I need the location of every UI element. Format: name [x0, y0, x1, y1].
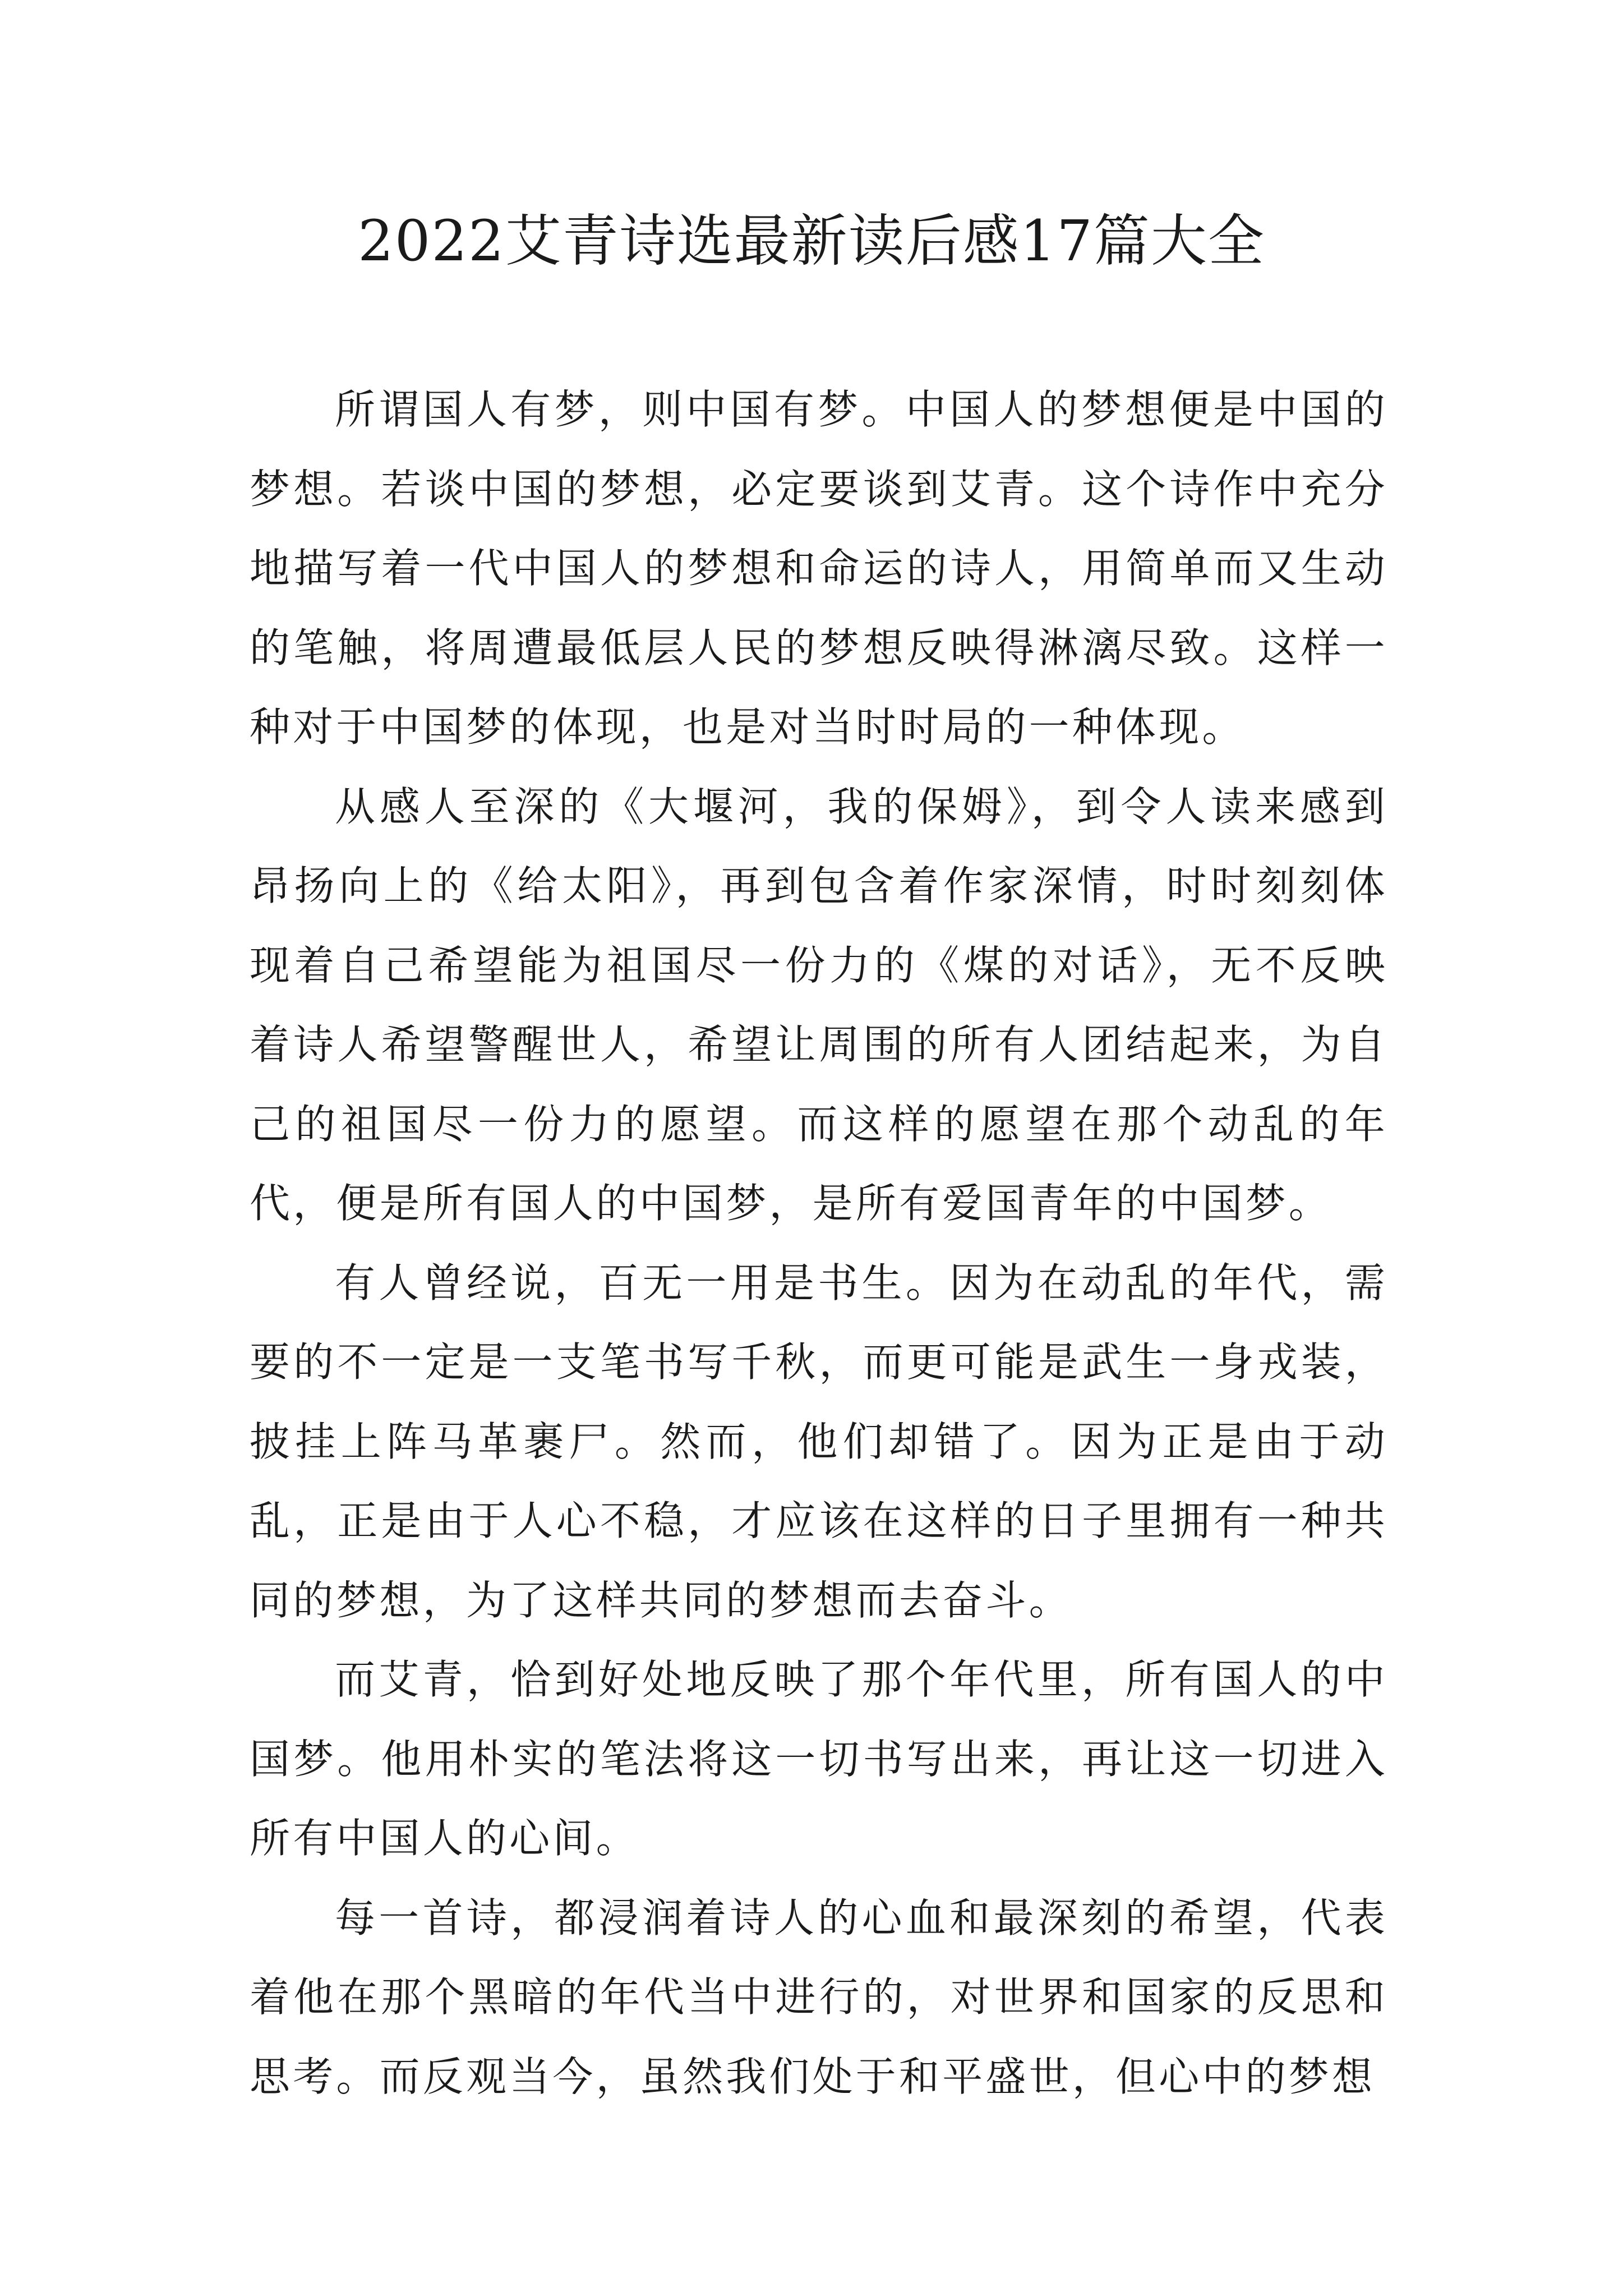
document-title: 2022艾青诗选最新读后感17篇大全 [358, 208, 1265, 274]
paragraph: 所谓国人有梦，则中国有梦。中国人的梦想便是中国的梦想。若谈中国的梦想，必定要谈到艾青。这个诗作中充分地描写着一代中国人的梦想和命运的诗人，用简单而又生动的笔触，将周遭最低层人民的梦想反映得淋漓尽致。这样一种对于中国梦的体现，也是对当时时局的一种体现。 [250, 386, 1388, 751]
paragraph: 而艾青，恰到好处地反映了那个年代里，所有国人的中国梦。他用朴实的笔法将这一切书写出来，再让这一切进入所有中国人的心间。 [250, 1656, 1388, 1862]
document-body [250, 370, 1388, 2116]
paragraph: 有人曾经说，百无一用是书生。因为在动乱的年代，需要的不一定是一支笔书写千秋，而更可能是武生一身戎装，披挂上阵马革裹尸。然而，他们却错了。因为正是由于动乱，正是由于人心不稳，才应该在这样的日子里拥有一种共同的梦想，为了这样共同的梦想而去奋斗。 [250, 1259, 1388, 1624]
paragraph: 从感人至深的《大堰河，我的保姆》，到令人读来感到昂扬向上的《给太阳》，再到包含着作家深情，时时刻刻体现着自己希望能为祖国尽一份力的《煤的对话》，无不反映着诗人希望警醒世人，希望让周围的所有人团结起来，为自己的祖国尽一份力的愿望。而这样的愿望在那个动乱的年代，便是所有国人的中国梦，是所有爱国青年的中国梦。 [250, 783, 1388, 1227]
paragraph: 每一首诗，都浸润着诗人的心血和最深刻的希望，代表着他在那个黑暗的年代当中进行的，对世界和国家的反思和思考。而反观当今，虽然我们处于和平盛世，但心中的梦想 [250, 1894, 1388, 2100]
